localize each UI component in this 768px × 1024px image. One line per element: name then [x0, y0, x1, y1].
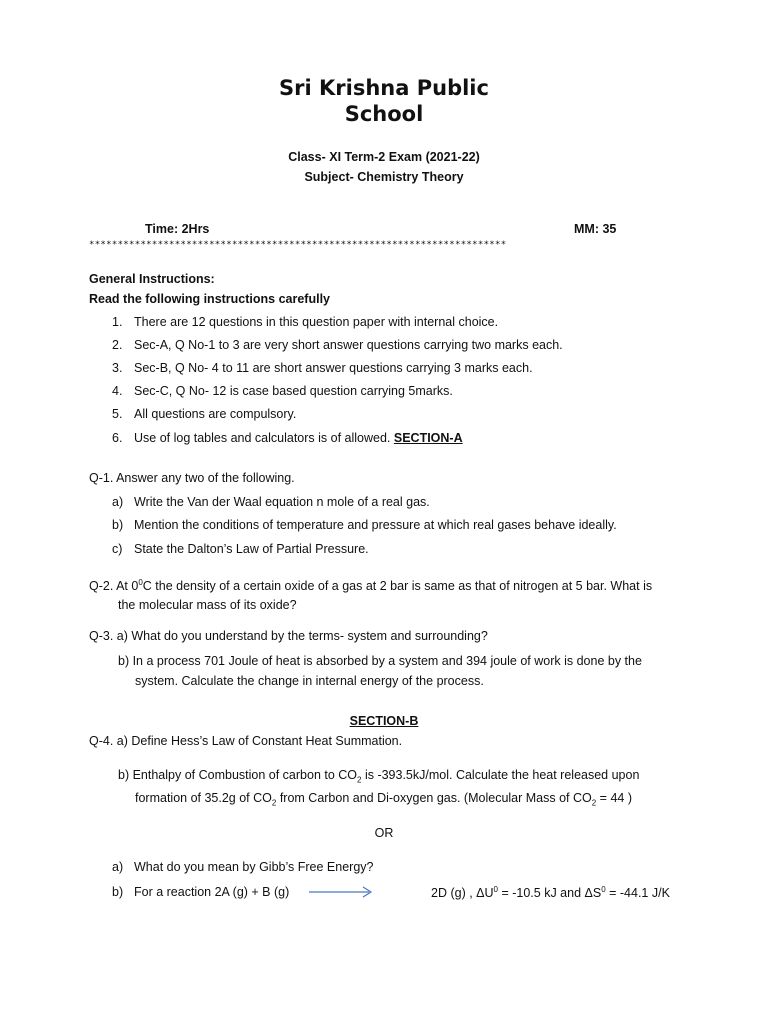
reaction-text: = -44.1 J/K	[605, 886, 670, 901]
instruction-number: 4.	[112, 384, 123, 398]
marks-label: MM: 35	[574, 222, 617, 236]
subject-title: Subject- Chemistry Theory	[304, 170, 464, 184]
part-label: a)	[112, 495, 124, 509]
subscript: 2	[357, 775, 362, 785]
question-1: Q-1. Answer any two of the following.	[89, 471, 295, 485]
part-text: What do you mean by Gibb’s Free Energy?	[134, 860, 374, 874]
instruction-item	[112, 431, 463, 445]
question-2	[89, 578, 652, 593]
q4-alt-part	[112, 860, 373, 874]
subscript: 2	[271, 798, 277, 808]
question-3b-continued: system. Calculate the change in internal energy of the process.	[135, 674, 484, 688]
time-label: Time: 2Hrs	[145, 222, 210, 236]
q4-alt-part	[112, 885, 289, 899]
instruction-text: Sec-B, Q No- 4 to 11 are short answer questions carrying 3 marks each.	[134, 361, 533, 375]
or-label: OR	[374, 826, 394, 840]
q4b-text: formation of 35.2g of CO	[135, 791, 272, 805]
instruction-item	[112, 338, 563, 352]
instruction-number: 1.	[112, 315, 123, 329]
question-3b: b) In a process 701 Joule of heat is absorbed by a system and 394 joule of work is done by the	[118, 654, 642, 668]
part-label: b)	[112, 885, 124, 899]
part-text: For a reaction 2A (g) + B (g)	[134, 885, 290, 899]
q1-part	[112, 518, 617, 532]
instruction-text: There are 12 questions in this question paper with internal choice.	[134, 315, 499, 329]
superscript: 0	[493, 885, 498, 894]
instruction-text: Sec-C, Q No- 12 is case based question carrying 5marks.	[134, 384, 453, 398]
q2-prefix: Q-2. At 0	[89, 579, 139, 594]
q4b-text: is -393.5kJ/mol. Calculate the heat released upon	[361, 768, 640, 782]
instruction-item	[112, 361, 533, 375]
instructions-subheading: Read the following instructions carefully	[89, 292, 331, 306]
instruction-number: 6.	[112, 431, 123, 445]
q2-text: C the density of a certain oxide of a gas at 2 bar is same as that of nitrogen at 5 bar. What is	[142, 579, 653, 594]
superscript: 0	[601, 885, 606, 894]
question-2-continued: the molecular mass of its oxide?	[118, 598, 297, 612]
question-4b-continued	[135, 791, 632, 808]
degree-superscript: 0	[138, 578, 143, 587]
part-text: Mention the conditions of temperature and pressure at which real gases behave ideally.	[134, 518, 617, 532]
instruction-number: 5.	[112, 407, 123, 421]
instruction-number: 2.	[112, 338, 123, 352]
instructions-heading: General Instructions:	[89, 272, 215, 286]
part-label: c)	[112, 542, 123, 556]
question-3a: Q-3. a) What do you understand by the terms- system and surrounding?	[89, 629, 488, 643]
school-name-line2: School	[344, 102, 424, 126]
part-text: State the Dalton’s Law of Partial Pressure.	[134, 542, 369, 556]
q4b-text: b) Enthalpy of Combustion of carbon to CO	[118, 768, 358, 782]
q1-part	[112, 542, 369, 556]
part-label: b)	[112, 518, 124, 532]
instruction-text: All questions are compulsory.	[134, 407, 297, 421]
q4b-text: = 44 )	[596, 791, 632, 805]
instruction-text: Use of log tables and calculators is of allowed.	[134, 431, 394, 445]
instruction-item	[112, 384, 453, 398]
exam-title: Class- XI Term-2 Exam (2021-22)	[288, 150, 480, 164]
school-name-line1: Sri Krishna Public	[279, 76, 489, 100]
subscript: 2	[591, 798, 597, 808]
instruction-text: Sec-A, Q No-1 to 3 are very short answer questions carrying two marks each.	[134, 338, 563, 352]
instruction-item	[112, 407, 296, 421]
instruction-item	[112, 315, 498, 329]
question-4a: Q-4. a) Define Hess’s Law of Constant Heat Summation.	[89, 734, 403, 748]
reaction-text: = -10.5 kJ and ΔS	[497, 886, 602, 901]
section-a-heading: SECTION-A	[393, 431, 463, 445]
section-b-heading: SECTION-B	[349, 714, 419, 728]
q1-part	[112, 495, 430, 509]
question-4b	[118, 768, 639, 785]
part-label: a)	[112, 860, 124, 874]
reaction-text: 2D (g) , ΔU	[431, 886, 494, 901]
reaction-conditions	[431, 885, 670, 900]
separator-line: *************************************************************************	[89, 240, 507, 250]
q4b-text: from Carbon and Di-oxygen gas. (Molecular Mass of CO	[276, 791, 592, 805]
instruction-number: 3.	[112, 361, 123, 375]
reaction-arrow-icon	[307, 885, 375, 899]
part-text: Write the Van der Waal equation n mole of a real gas.	[134, 495, 430, 509]
